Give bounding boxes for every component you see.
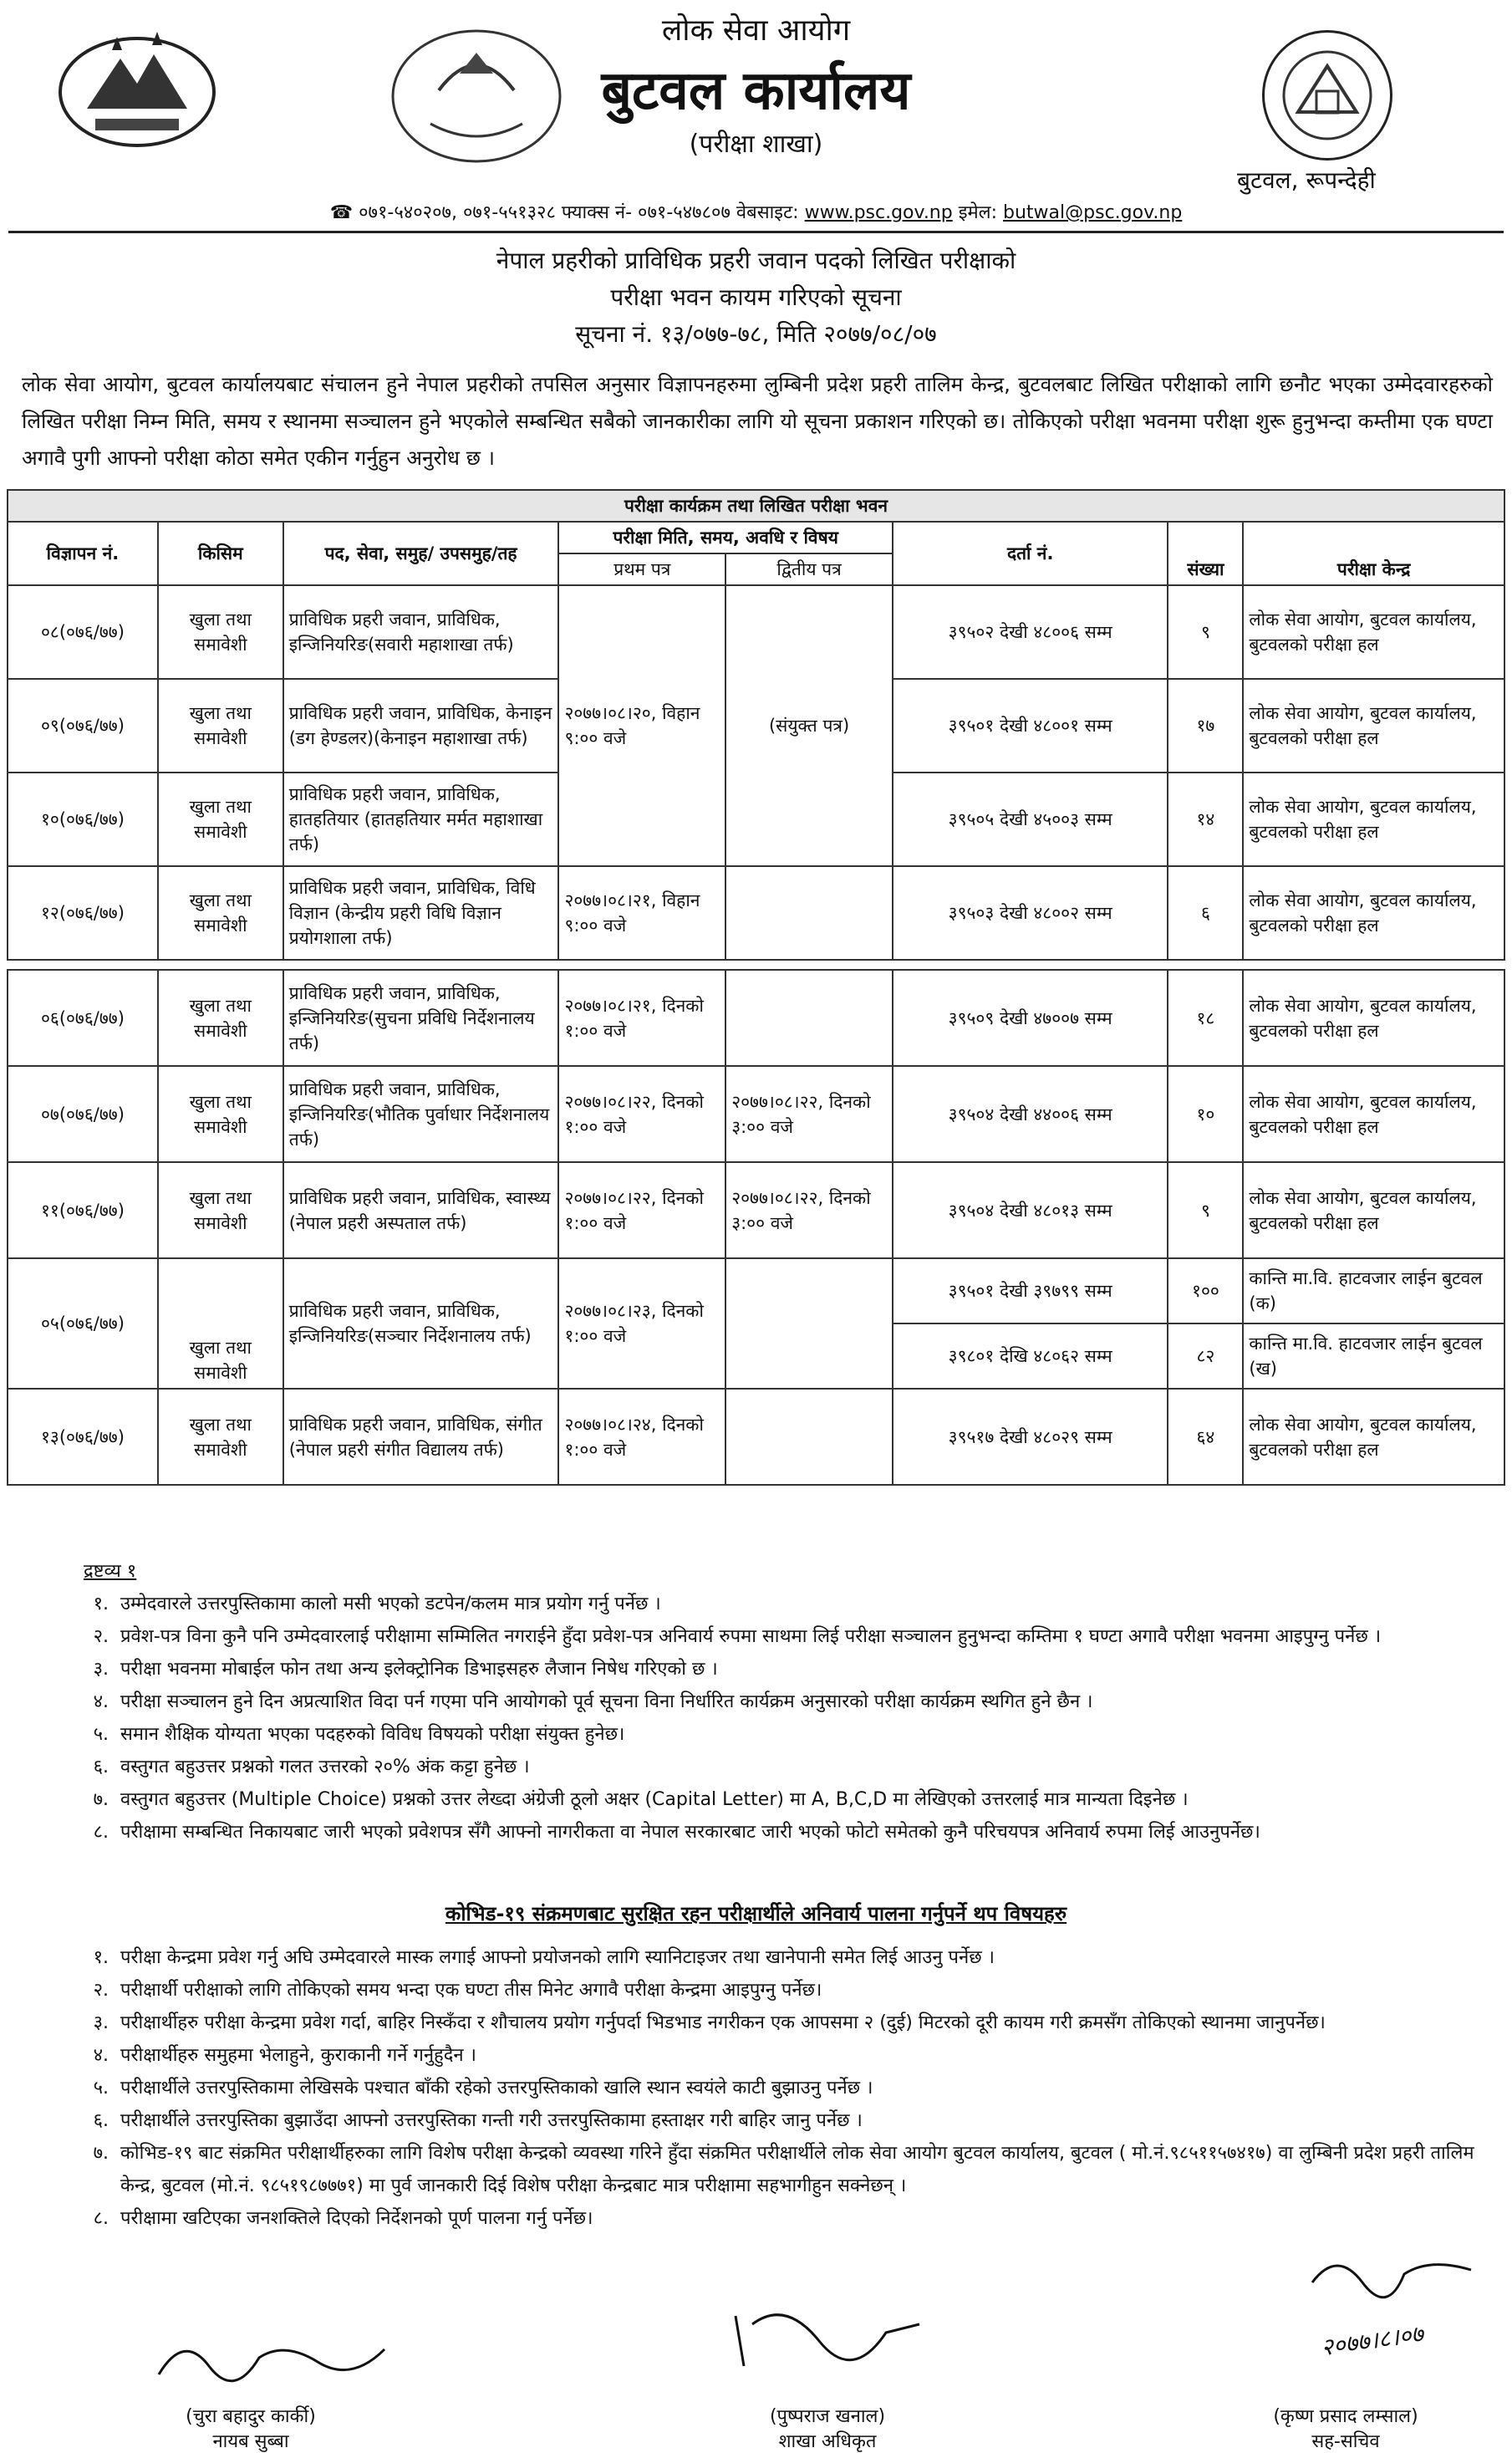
cell-type: खुला तथा समावेशी — [158, 866, 283, 960]
cell-paper2 — [725, 1389, 893, 1485]
cell-ad: ०७(०७६/७७) — [8, 1066, 158, 1162]
cell-count: १०० — [1168, 1258, 1243, 1323]
cell-center: लोक सेवा आयोग, बुटवल कार्यालय, बुटवलको परीक्षा हल — [1243, 970, 1504, 1066]
cell-post: प्राविधिक प्रहरी जवान, प्राविधिक, हातहतियार (हातहतियार मर्मत महाशाखा तर्फ) — [283, 773, 559, 866]
cell-roll: ३९५०१ देखी ३९७९९ सम्म — [893, 1258, 1168, 1323]
cell-type: खुला तथा समावेशी — [158, 970, 283, 1066]
header-count: संख्या — [1168, 522, 1243, 585]
table-row — [8, 1066, 1504, 1162]
list-item-text: परीक्षा भवनमा मोबाईल फोन तथा अन्य इलेक्ट्रोनिक डिभाइसहरु लैजान निषेध गरिएको छ । — [120, 1659, 718, 1680]
signatory-1-role: नायब सुब्बा — [212, 2431, 289, 2452]
list-item-text: परीक्षार्थीहरु समुहमा भेलाहुने, कुराकानी गर्ने गर्नुहुदैन । — [120, 2045, 476, 2066]
office-name: बुटवल कार्यालय — [601, 60, 911, 122]
list-item-number: २. — [93, 1626, 109, 1647]
email-label: इमेल: — [958, 202, 998, 223]
list-item — [59, 1816, 1479, 1849]
list-item — [59, 1783, 1479, 1816]
cell-ad: ०५(०७६/७७) — [8, 1258, 158, 1389]
notes-section — [59, 1555, 1479, 1849]
list-item-number: ४. — [93, 2045, 109, 2066]
cell-center: लोक सेवा आयोग, बुटवल कार्यालय, बुटवलको परीक्षा हल — [1243, 866, 1504, 960]
office-location: बुटवल, रूपन्देही — [1237, 166, 1376, 194]
list-item-number: ५. — [93, 1724, 109, 1745]
cell-ad: ०९(०७६/७७) — [8, 679, 158, 773]
cell-ad: ०६(०७६/७७) — [8, 970, 158, 1066]
list-item-text: परीक्षार्थीले उत्तरपुस्तिकामा लेखिसके पश्चात बाँकी रहेको उत्तरपुस्तिकाको खालि स्थान स्वयंले काटी बुझाउनु पर्नेछ । — [120, 2078, 873, 2099]
cell-paper1: २०७७।०८।२२, दिनको १:०० वजे — [558, 1066, 725, 1162]
list-item-text: वस्तुगत बहुउत्तर (Multiple Choice) प्रश्नको उत्तर लेख्दा अंग्रेजी ठूलो अक्षर (Capital Letter) मा A, B,C,D मा लेखिएको उत्तरलाई मात्र मान्यता दिइनेछ । — [120, 1789, 1189, 1810]
signatory-2-role: शाखा अधिकृत — [778, 2431, 877, 2452]
cell-paper2 — [725, 1258, 893, 1389]
list-item — [59, 1653, 1479, 1685]
list-item-text: परीक्षार्थीले उत्तरपुस्तिका बुझाउँदा आफ्नो उत्तरपुस्तिका गन्ती गरी उत्तरपुस्तिकामा हस्ताक्षर गरी बाहिर जानु पर्नेछ । — [120, 2110, 863, 2131]
table-row — [8, 585, 1504, 679]
cell-ad: १३(०७६/७७) — [8, 1389, 158, 1485]
header-roll: दर्ता नं. — [893, 522, 1168, 585]
list-item — [59, 1974, 1479, 2007]
phone-fax: ☎ ०७१-५४०२०७, ०७१-५५१३२८ फ्याक्स नं- ०७१-५४७८०७ वेबसाइट: — [329, 202, 799, 223]
list-item — [59, 1751, 1479, 1783]
list-item — [59, 2039, 1479, 2072]
cell-count: ६४ — [1168, 1389, 1243, 1485]
cell-post: प्राविधिक प्रहरी जवान, प्राविधिक, संगीत (नेपाल प्रहरी संगीत विद्यालय तर्फ) — [283, 1389, 559, 1485]
cell-type: खुला तथा समावेशी — [158, 679, 283, 773]
cell-paper1: २०७७।०८।२०, विहान ९:०० वजे — [558, 585, 725, 866]
list-item — [59, 2072, 1479, 2104]
list-item-number: ६. — [93, 1757, 109, 1777]
list-item-number: १. — [93, 1947, 109, 1968]
cell-paper2: २०७७।०८।२२, दिनको ३:०० वजे — [725, 1162, 893, 1258]
cell-post: प्राविधिक प्रहरी जवान, प्राविधिक, स्वास्थ्य (नेपाल प्रहरी अस्पताल तर्फ) — [283, 1162, 559, 1258]
email-link[interactable]: butwal@psc.gov.np — [1003, 202, 1183, 223]
signature-3 — [1304, 2241, 1496, 2333]
cell-count: ९ — [1168, 1162, 1243, 1258]
notes-list — [59, 1588, 1479, 1849]
cell-ad: १०(०७६/७७) — [8, 773, 158, 866]
cell-post: प्राविधिक प्रहरी जवान, प्राविधिक, इन्जिनियरिङ(सवारी महाशाखा तर्फ) — [283, 585, 559, 679]
signatory-3-name: (कृष्ण प्रसाद लम्साल) — [1273, 2406, 1418, 2427]
cell-center: लोक सेवा आयोग, बुटवल कार्यालय, बुटवलको परीक्षा हल — [1243, 1066, 1504, 1162]
signatory-3-role: सह-सचिव — [1311, 2431, 1380, 2452]
cell-type: खुला तथा समावेशी — [158, 585, 283, 679]
list-item — [59, 1685, 1479, 1718]
cell-roll: ३९५०४ देखी ४८०१३ सम्म — [893, 1162, 1168, 1258]
cell-paper1: २०७७।०८।२२, दिनको १:०० वजे — [558, 1162, 725, 1258]
cell-count: ९ — [1168, 585, 1243, 679]
list-item — [59, 1588, 1479, 1620]
cell-center: कान्ति मा.वि. हाटवजार लाईन बुटवल (क) — [1243, 1258, 1504, 1323]
cell-roll: ३९५०९ देखी ४७००७ सम्म — [893, 970, 1168, 1066]
cell-center: लोक सेवा आयोग, बुटवल कार्यालय, बुटवलको परीक्षा हल — [1243, 679, 1504, 773]
cell-center: लोक सेवा आयोग, बुटवल कार्यालय, बुटवलको परीक्षा हल — [1243, 1389, 1504, 1485]
list-item — [59, 2137, 1479, 2202]
cell-roll: ३९५०५ देखी ४५००३ सम्म — [893, 773, 1168, 866]
header-divider — [8, 231, 1504, 233]
notice-title: नेपाल प्रहरीको प्राविधिक प्रहरी जवान पदको लिखित परीक्षाको — [496, 247, 1016, 274]
table-row — [8, 970, 1504, 1066]
header-center: परीक्षा केन्द्र — [1243, 522, 1504, 585]
cell-post: प्राविधिक प्रहरी जवान, प्राविधिक, विधि विज्ञान (केन्द्रीय प्रहरी विधि विज्ञान प्रयोगशाला तर्फ) — [283, 866, 559, 960]
cell-center: लोक सेवा आयोग, बुटवल कार्यालय, बुटवलको परीक्षा हल — [1243, 585, 1504, 679]
cell-ad: ११(०७६/७७) — [8, 1162, 158, 1258]
covid-section — [59, 1941, 1479, 2235]
signature-2 — [719, 2291, 936, 2391]
list-item-text: परीक्षामा सम्बन्धित निकायबाट जारी भएको प्रवेशपत्र सँगै आफ्नो नागरीकता वा नेपाल सरकारबाट जारी भएको फोटो समेतको कुनै परिचयपत्र अनिवार्य रुपमा लिई आउनुपर्नेछ। — [120, 1822, 1260, 1843]
signatory-1-name: (चुरा बहादुर कार्की) — [186, 2406, 316, 2427]
header-exam: परीक्षा मिति, समय, अवधि र विषय — [558, 522, 893, 553]
cell-paper2: (संयुक्त पत्र) — [725, 585, 893, 866]
header-paper2: द्वितीय पत्र — [725, 553, 893, 585]
cell-roll: ३९५०१ देखी ४८००१ सम्म — [893, 679, 1168, 773]
cell-roll: ३९५०३ देखी ४८००२ सम्म — [893, 866, 1168, 960]
section-name: (परीक्षा शाखा) — [689, 130, 823, 159]
cell-center: लोक सेवा आयोग, बुटवल कार्यालय, बुटवलको परीक्षा हल — [1243, 773, 1504, 866]
cell-type: खुला तथा समावेशी — [158, 1258, 283, 1389]
cell-paper2 — [725, 970, 893, 1066]
cell-count-b: ८२ — [1168, 1323, 1243, 1389]
cell-roll: ३९५०२ देखी ४८००६ सम्म — [893, 585, 1168, 679]
cell-post: प्राविधिक प्रहरी जवान, प्राविधिक, केनाइन (डग हेण्डलर)(केनाइन महाशाखा तर्फ) — [283, 679, 559, 773]
signatory-2-name: (पुष्पराज खनाल) — [769, 2406, 886, 2427]
list-item-text: वस्तुगत बहुउत्तर प्रश्नको गलत उत्तरको २०% अंक कट्टा हुनेछ । — [120, 1757, 530, 1777]
list-item — [59, 1941, 1479, 1974]
cell-paper1: २०७७।०८।२१, दिनको १:०० वजे — [558, 970, 725, 1066]
cell-paper2 — [725, 866, 893, 960]
exam-schedule-table — [7, 489, 1505, 1486]
list-item — [59, 2202, 1479, 2235]
list-item-text: प्रवेश-पत्र विना कुनै पनि उम्मेदवारलाई परीक्षामा सम्मिलित नगराईने हुँदा प्रवेश-पत्र अनिवार्य रुपमा साथमा लिई परीक्षा सञ्चालन हुनुभन्दा कम्तिमा १ घण्टा अगावै परीक्षा भवनमा आइपुग्नु पर्नेछ । — [120, 1626, 1382, 1647]
notes-heading: द्रष्टव्य १ — [84, 1561, 137, 1582]
signatory-3 — [1220, 2403, 1471, 2453]
website-link[interactable]: www.psc.gov.np — [804, 202, 953, 223]
list-item — [59, 2104, 1479, 2137]
covid-list — [59, 1941, 1479, 2235]
cell-type: खुला तथा समावेशी — [158, 1162, 283, 1258]
list-item-text: परीक्षार्थीहरु परीक्षा केन्द्रमा प्रवेश गर्दा, बाहिर निस्कँदा र शौचालय प्रयोग गर्नुपर्दा भिडभाड नगरीकन एक आपसमा २ (दुई) मिटरको दूरी कायम गरी क्रमसँग तोकिएको स्थानमा जानुपर्नेछ। — [120, 2012, 1326, 2033]
notice-subtitle: परीक्षा भवन कायम गरिएको सूचना — [610, 283, 902, 311]
cell-type: खुला तथा समावेशी — [158, 773, 283, 866]
cell-post: प्राविधिक प्रहरी जवान, प्राविधिक, इन्जिनियरिङ(सञ्चार निर्देशनालय तर्फ) — [283, 1258, 559, 1389]
notice-paragraph: लोक सेवा आयोग, बुटवल कार्यालयबाट संचालन हुने नेपाल प्रहरीको तपसिल अनुसार विज्ञापनहरुमा लुम्बिनी प्रदेश प्रहरी तालिम केन्द्र, बुटवलबाट लिखित परीक्षाको लागि छनौट भएका उम्मेदवारहरुको लिखित परीक्षा निम्न मिति, समय र स्थानमा सञ्चालन हुने भएकोले सम्बन्धित सबैको जानकारीका लागि यो सूचना प्रकाशन गरिएको छ। तोकिएको परीक्षा भवनमा परीक्षा शुरू हुनुभन्दा कम्तीमा एक घण्टा अगावै पुगी आफ्नो परीक्षा कोठा समेत एकीन गर्नुहुन अनुरोध छ । — [22, 372, 1493, 470]
list-item-number: १. — [93, 1594, 109, 1614]
cell-paper2: २०७७।०८।२२, दिनको ३:०० वजे — [725, 1066, 893, 1162]
handwritten-date: २०७७।८।०७ — [1319, 2319, 1425, 2362]
table-row — [8, 1258, 1504, 1323]
table-caption: परीक्षा कार्यक्रम तथा लिखित परीक्षा भवन — [8, 490, 1504, 522]
table-row — [8, 1389, 1504, 1485]
list-item-number: ६. — [93, 2110, 109, 2131]
list-item — [59, 2007, 1479, 2039]
cell-count: १० — [1168, 1066, 1243, 1162]
list-item-text: परीक्षार्थी परीक्षाको लागि तोकिएको समय भन्दा एक घण्टा तीस मिनेट अगावै परीक्षा केन्द्रमा आइपुग्नु पर्नेछ। — [120, 1980, 822, 2001]
list-item-number: ७. — [93, 1789, 109, 1810]
header-post: पद, सेवा, समुह/ उपसमुह/तह — [283, 522, 559, 585]
cell-ad: ०८(०७६/७७) — [8, 585, 158, 679]
cell-count: १८ — [1168, 970, 1243, 1066]
cell-center: लोक सेवा आयोग, बुटवल कार्यालय, बुटवलको परीक्षा हल — [1243, 1162, 1504, 1258]
list-item-text: परीक्षा सञ्चालन हुने दिन अप्रत्याशित विदा पर्न गएमा पनि आयोगको पूर्व सूचना विना निर्धारित कार्यक्रम अनुसारको परीक्षा कार्यक्रम स्थगित हुने छैन । — [120, 1691, 1093, 1712]
cell-post: प्राविधिक प्रहरी जवान, प्राविधिक, इन्जिनियरिङ(भौतिक पुर्वाधार निर्देशनालय तर्फ) — [283, 1066, 559, 1162]
cell-type: खुला तथा समावेशी — [158, 1389, 283, 1485]
header-ad-no: विज्ञापन नं. — [8, 522, 158, 585]
cell-count: ६ — [1168, 866, 1243, 960]
cell-paper1: २०७७।०८।२३, दिनको १:०० वजे — [558, 1258, 725, 1389]
contact-line — [0, 199, 1512, 224]
cell-roll-b: ३९८०१ देखि ४८०६२ सम्म — [893, 1323, 1168, 1389]
cell-paper1: २०७७।०८।२१, विहान ९:०० वजे — [558, 866, 725, 960]
covid-heading: कोभिड-१९ संक्रमणबाट सुरक्षित रहन परीक्षार्थीले अनिवार्य पालना गर्नुपर्ने थप विषयहरु — [445, 1902, 1067, 1925]
header-paper1: प्रथम पत्र — [558, 553, 725, 585]
list-item-number: ३. — [93, 1659, 109, 1680]
list-item-text: कोभिड-१९ बाट संक्रमित परीक्षार्थीहरुका लागि विशेष परीक्षा केन्द्रको व्यवस्था गरिने हुँदा संक्रमित परीक्षार्थीले लोक सेवा आयोग बुटवल कार्यालय, बुटवल ( मो.नं.९८५११५७४१७) वा लुम्बिनी प्रदेश प्रहरी तालिम केन्द्र, बुटवल (मो.नं. ९८५१९८७७७१) मा पुर्व जानकारी दिई विशेष परीक्षा केन्द्रबाट मात्र परीक्षामा सहभागीहुन सक्नेछन् । — [120, 2143, 1474, 2196]
org-name: लोक सेवा आयोग — [661, 13, 851, 48]
list-item-number: ८. — [93, 1822, 109, 1843]
table-gap — [8, 960, 1504, 970]
signatory-1 — [125, 2403, 376, 2453]
list-item-number: ७. — [93, 2143, 109, 2164]
header-type: किसिम — [158, 522, 283, 585]
cell-count: १७ — [1168, 679, 1243, 773]
signature-1 — [150, 2324, 401, 2399]
list-item — [59, 1620, 1479, 1653]
notice-number: सूचना नं. १३/०७७-७८, मिति २०७७/०८/०७ — [575, 320, 937, 348]
table-row — [8, 1162, 1504, 1258]
list-item-number: ५. — [93, 2078, 109, 2099]
list-item-text: समान शैक्षिक योग्यता भएका पदहरुको विविध विषयको परीक्षा संयुक्त हुनेछ। — [120, 1724, 625, 1745]
cell-center-b: कान्ति मा.वि. हाटवजार लाईन बुटवल (ख) — [1243, 1323, 1504, 1389]
cell-roll: ३९५१७ देखी ४८०२९ सम्म — [893, 1389, 1168, 1485]
cell-type: खुला तथा समावेशी — [158, 1066, 283, 1162]
list-item-number: ८. — [93, 2208, 109, 2229]
list-item-number: ३. — [93, 2012, 109, 2033]
list-item-text: परीक्षा केन्द्रमा प्रवेश गर्नु अघि उम्मेदवारले मास्क लगाई आफ्नो प्रयोजनको लागि स्यानिटाइजर तथा खानेपानी समेत लिई आउनु पर्नेछ । — [120, 1947, 995, 1968]
cell-ad: १२(०७६/७७) — [8, 866, 158, 960]
cell-paper1: २०७७।०८।२४, दिनको १:०० वजे — [558, 1389, 725, 1485]
list-item — [59, 1718, 1479, 1751]
cell-post: प्राविधिक प्रहरी जवान, प्राविधिक, इन्जिनियरिङ(सुचना प्रविधि निर्देशनालय तर्फ) — [283, 970, 559, 1066]
list-item-text: उम्मेदवारले उत्तरपुस्तिकामा कालो मसी भएको डटपेन/कलम मात्र प्रयोग गर्नु पर्नेछ । — [120, 1594, 661, 1614]
list-item-text: परीक्षामा खटिएका जनशक्तिले दिएको निर्देशनको पूर्ण पालना गर्नु पर्नेछ। — [120, 2208, 593, 2229]
list-item-number: २. — [93, 1980, 109, 2001]
table-row — [8, 866, 1504, 960]
cell-roll: ३९५०४ देखी ४४००६ सम्म — [893, 1066, 1168, 1162]
cell-count: १४ — [1168, 773, 1243, 866]
signatory-2 — [702, 2403, 953, 2453]
list-item-number: ४. — [93, 1691, 109, 1712]
